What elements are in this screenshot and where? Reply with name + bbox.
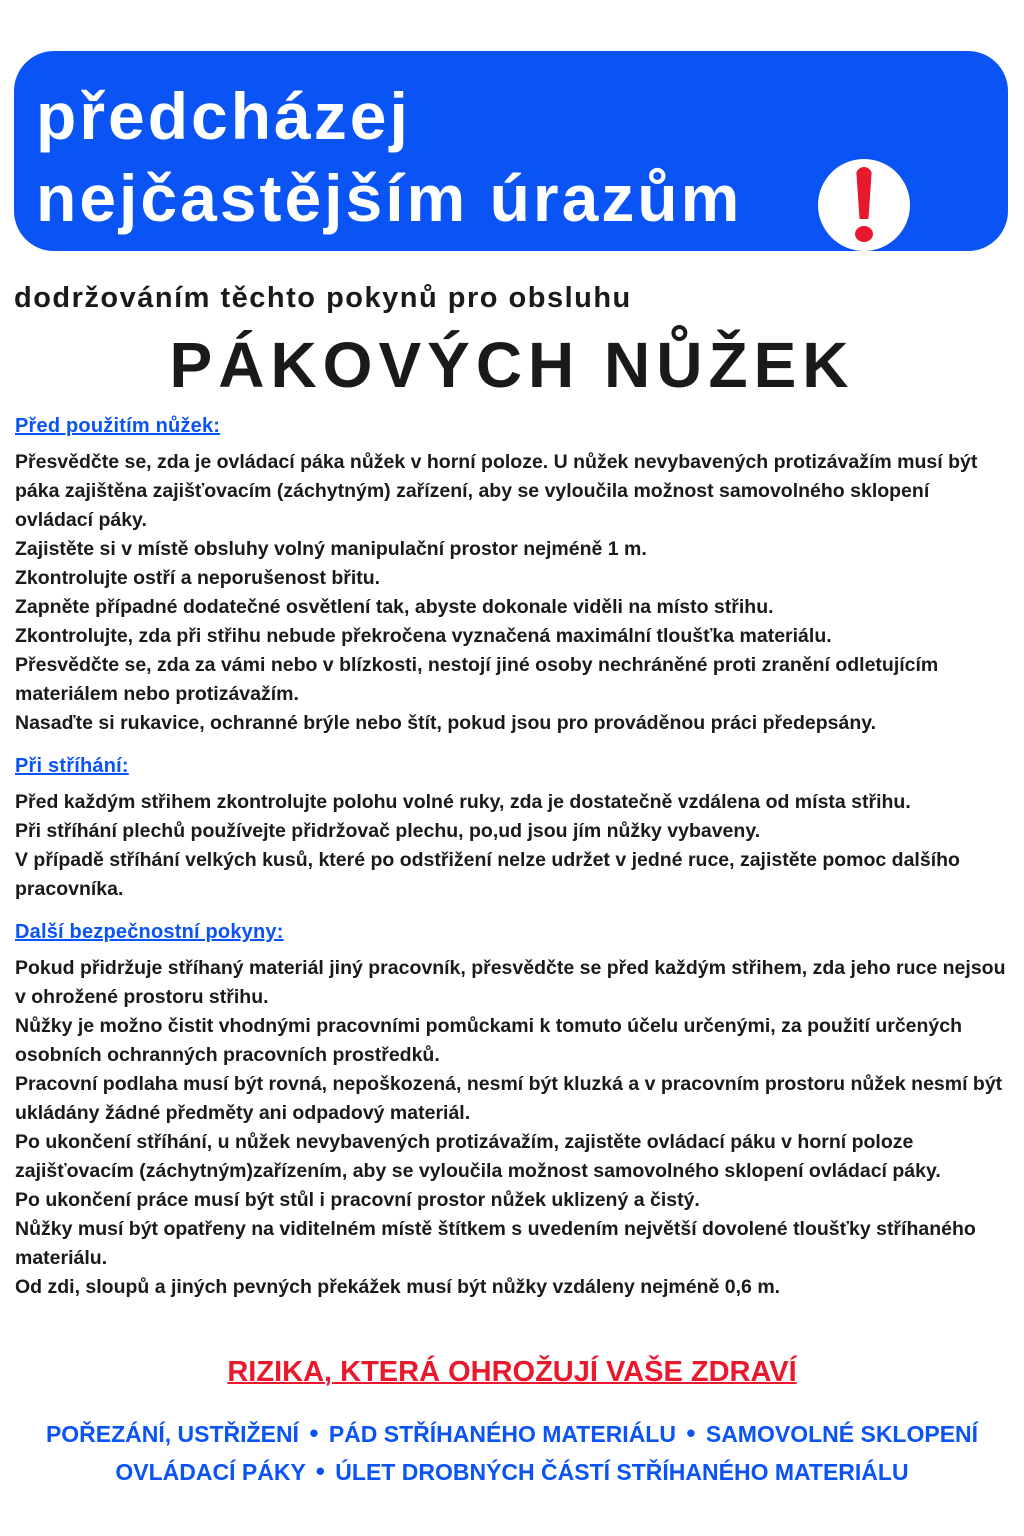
instruction-item: Pokud přidržuje stříhaný materiál jiný pracovník, přesvědčte se před každým střihem, zda jeho ruce nejsou v ohrožené prostoru střihu.	[15, 957, 1006, 1008]
risks-title-text: RIZIKA, KTERÁ OHROŽUJÍ VAŠE ZDRAVÍ	[227, 1356, 797, 1388]
instruction-item: Při stříhání plechů používejte přidržovač plechu, po,ud jsou jím nůžky vybaveny.	[15, 820, 761, 842]
section-heading: Před použitím nůžek:	[15, 415, 221, 437]
risk-item: PÁD STŘÍHANÉHO MATERIÁLU	[328, 1421, 676, 1447]
instruction-item: Od zdi, sloupů a jiných pevných překážek musí být nůžky vzdáleny nejméně 0,6 m.	[15, 1276, 781, 1298]
bullet-icon: •	[315, 1456, 325, 1486]
subtitle: dodržováním těchto pokynů pro obsluhu	[14, 282, 632, 314]
instructions	[15, 412, 1010, 1302]
instruction-item: Nůžky musí být opatřeny na viditelném místě štítkem s uvedením největší dovolené tloušťky stříhaného materiálu.	[15, 1218, 976, 1269]
instruction-item: Zkontrolujte ostří a neporušenost břitu.	[15, 567, 381, 589]
instruction-item: Před každým střihem zkontrolujte polohu volné ruky, zda je dostatečně vzdálena od místa střihu.	[15, 791, 911, 813]
exclamation-dot	[855, 226, 873, 242]
exclamation-bar	[856, 167, 872, 219]
instruction-item: Nasaďte si rukavice, ochranné brýle nebo štít, pokud jsou pro prováděnou práci předepsány.	[15, 712, 877, 734]
instruction-item: Pracovní podlaha musí být rovná, nepoškozená, nesmí být kluzká a v pracovním prostoru nůžek nesmí být ukládány žádné předměty ani odpadový materiál.	[15, 1073, 1003, 1124]
instruction-item: Zapněte případné dodatečné osvětlení tak, abyste dokonale viděli na místo střihu.	[15, 596, 774, 618]
instruction-item: Po ukončení stříhání, u nůžek nevybavených protizávažím, zajistěte ovládací páku v horní poloze zajišťovacím (záchytným)zařízením, aby se vyloučila možnost samovolného sklopení ovládací páky.	[15, 1131, 941, 1182]
bullet-icon: •	[686, 1418, 696, 1448]
instruction-item: Přesvědčte se, zda za vámi nebo v blízkosti, nestojí jiné osoby nechráněné proti zranění odletujícím materiálem nebo protizávažím.	[15, 654, 939, 705]
section-heading: Při stříhání:	[15, 755, 129, 777]
instruction-item: V případě stříhání velkých kusů, které po odstřižení nelze udržet v jedné ruce, zajistěte pomoc dalšího pracovníka.	[15, 849, 960, 900]
risks-title	[0, 1352, 1024, 1392]
header-title: předcházej nejčastějším úrazům	[36, 79, 743, 235]
exclamation-icon	[818, 159, 910, 251]
section-heading: Další bezpečnostní pokyny:	[15, 921, 284, 943]
instruction-item: Zkontrolujte, zda při střihu nebude překročena vyznačená maximální tloušťka materiálu.	[15, 625, 832, 647]
section-while-cutting	[15, 752, 1010, 904]
section-other-safety	[15, 918, 1010, 1302]
bullet-icon: •	[309, 1418, 319, 1448]
instruction-item: Přesvědčte se, zda je ovládací páka nůžek v horní poloze. U nůžek nevybavených protizávažím musí být páka zajištěna zajišťovacím (záchytným) zařízení, aby se vyloučila možnost samovolného sklopení ovládací páky.	[15, 451, 978, 531]
risk-item: SAMOVOLNÉ SKLOPENÍ OVLÁDACÍ PÁKY	[115, 1421, 979, 1485]
risks-list	[20, 1415, 1004, 1491]
instruction-item: Po ukončení práce musí být stůl i pracovní prostor nůžek uklizený a čistý.	[15, 1189, 700, 1211]
instruction-item: Nůžky je možno čistit vhodnými pracovními pomůckami k tomuto účelu určenými, za použití určených osobních ochranných pracovních prostředků.	[15, 1015, 963, 1066]
risk-item: POŘEZÁNÍ, USTŘIŽENÍ	[45, 1421, 299, 1447]
header-banner	[14, 51, 1008, 251]
risk-item: ÚLET DROBNÝCH ČÁSTÍ STŘÍHANÉHO MATERIÁLU	[335, 1459, 909, 1485]
main-title: PÁKOVÝCH NŮŽEK	[169, 329, 855, 401]
section-before-use	[15, 412, 1010, 738]
instruction-item: Zajistěte si v místě obsluhy volný manipulační prostor nejméně 1 m.	[15, 538, 647, 560]
